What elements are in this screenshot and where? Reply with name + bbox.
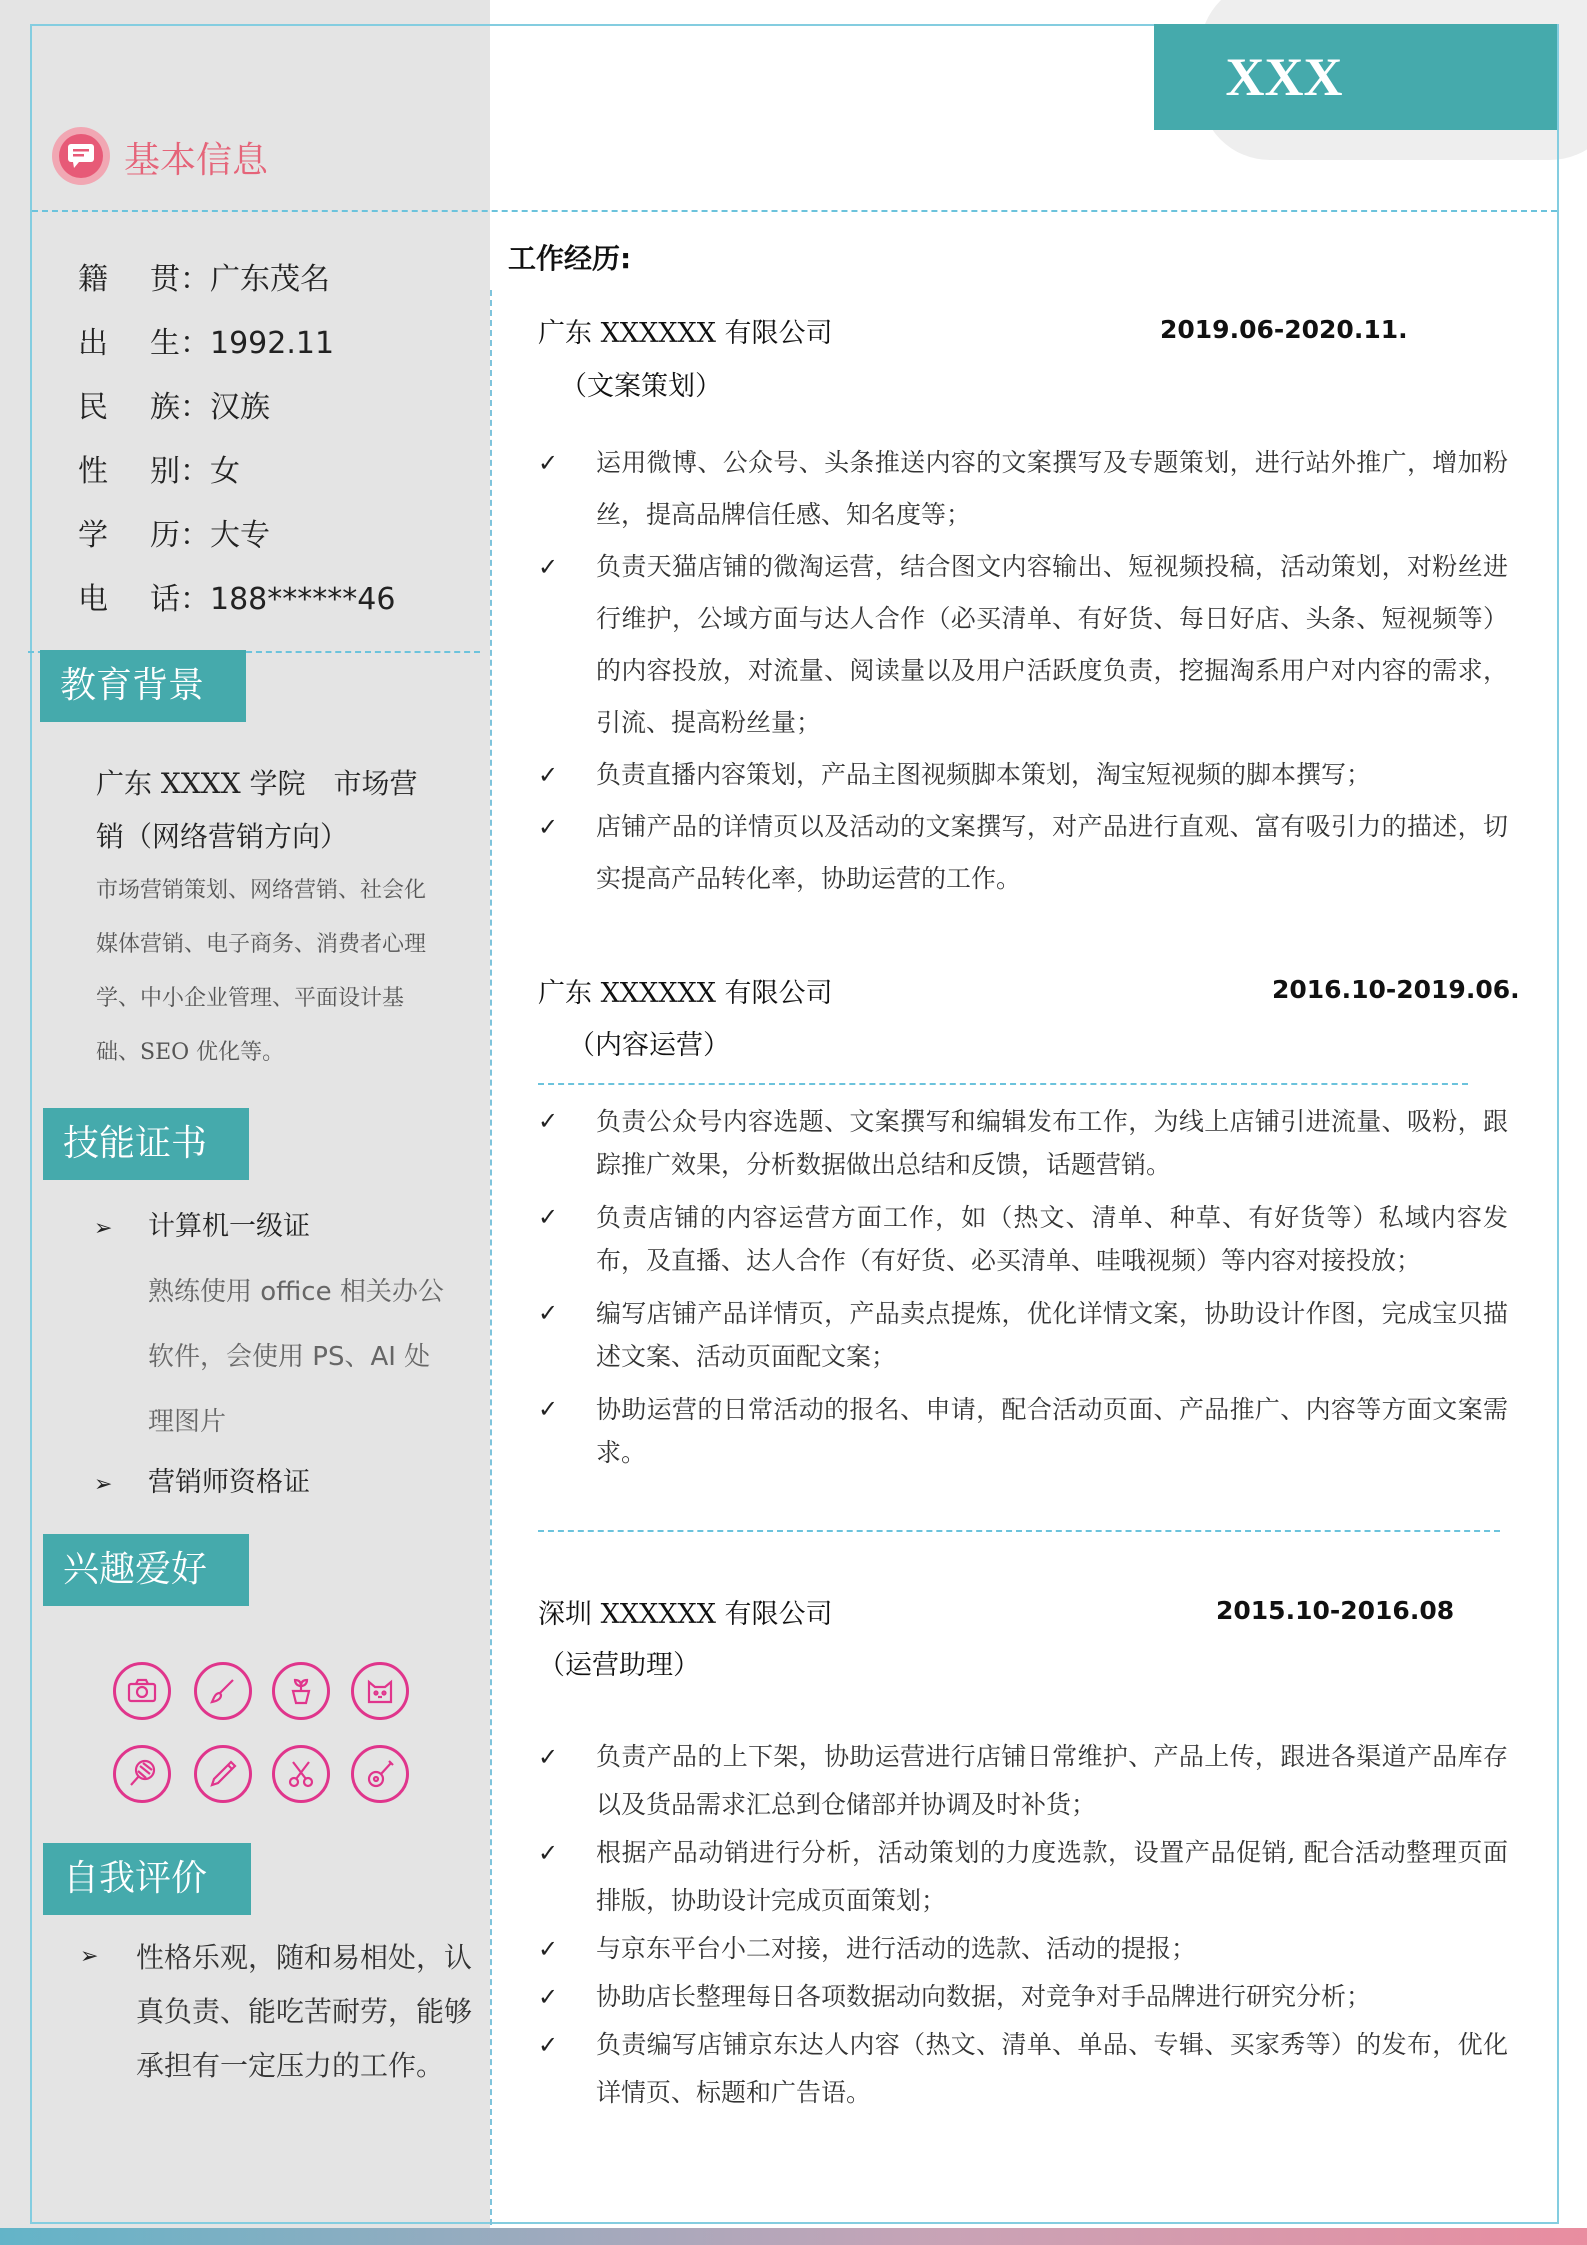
basic-info-title: 基本信息 (124, 140, 269, 181)
self-eval-text: 性格乐观，随和易相处，认真负责、能吃苦耐劳，能够承担有一定压力的工作。 (136, 1941, 473, 2082)
job-role: （内容运营） (568, 1030, 730, 1061)
skills-title: 技能证书 (43, 1108, 249, 1180)
list-item: ✓ 负责产品的上下架，协助运营进行店铺日常维护、产品上传，跟进各渠道产品库存以及货品需求汇总到仓储部并协调及时补货； (538, 1733, 1508, 1829)
check-icon: ✓ (538, 1395, 559, 1423)
job-date: 2019.06-2020.11. (1160, 315, 1408, 344)
check-icon: ✓ (538, 449, 559, 477)
job-role: （文案策划） (560, 371, 722, 402)
list-item: ✓ 负责天猫店铺的微淘运营，结合图文内容输出、短视频投稿，活动策划，对粉丝进行维护，公域方面与达人合作（必买清单、有好货、每日好店、头条、短视频等）的内容投放，对流量、阅读量以及用户活跃度负责，挖掘淘系用户对内容的需求，引流、提高粉丝量； (538, 541, 1508, 749)
job-bullets (538, 1733, 1508, 2117)
list-item: ✓ 负责编写店铺京东达人内容（热文、清单、单品、专辑、买家秀等）的发布，优化详情页、标题和广告语。 (538, 2021, 1508, 2117)
guitar-icon (351, 1745, 409, 1803)
self-eval-title: 自我评价 (43, 1843, 251, 1915)
arrow-bullet-icon: ➢ (94, 1216, 113, 1241)
list-item: ✓ 店铺产品的详情页以及活动的文案撰写，对产品进行直观、富有吸引力的描述，切实提高产品转化率，协助运营的工作。 (538, 801, 1508, 905)
skill-item: ➢ 计算机一级证 (94, 1211, 310, 1242)
list-item: ✓ 负责公众号内容选题、文案撰写和编辑发布工作，为线上店铺引进流量、吸粉，跟踪推广效果，分析数据做出总结和反馈，话题营销。 (538, 1100, 1508, 1186)
candidate-name: XXX (1225, 47, 1343, 107)
check-icon: ✓ (538, 1299, 559, 1327)
list-item: ✓ 负责直播内容策划，产品主图视频脚本策划，淘宝短视频的脚本撰写； (538, 749, 1508, 801)
check-icon: ✓ (538, 1203, 559, 1231)
job-bullets (538, 437, 1508, 905)
check-icon: ✓ (538, 1743, 559, 1771)
check-icon: ✓ (538, 1839, 559, 1867)
arrow-bullet-icon: ➢ (80, 1944, 99, 1969)
job-divider (538, 1530, 1500, 1532)
job-company: 深圳 XXXXXX 有限公司 (538, 1599, 833, 1630)
info-row-birth: 出 生：1992.11 (78, 326, 335, 361)
ping-pong-icon (113, 1745, 171, 1803)
education-courses: 市场营销策划、网络营销、社会化媒体营销、电子商务、消费者心理学、中小企业管理、平面设计基础、SEO 优化等。 (96, 878, 427, 1065)
check-icon: ✓ (538, 1983, 559, 2011)
check-icon: ✓ (538, 761, 559, 789)
work-heading: 工作经历: (508, 242, 632, 275)
check-icon: ✓ (538, 553, 559, 581)
list-item: ✓ 运用微博、公众号、头条推送内容的文案撰写及专题策划，进行站外推广，增加粉丝，提高品牌信任感、知名度等； (538, 437, 1508, 541)
skill-description: 熟练使用 office 相关办公软件，会使用 PS、AI 处理图片 (148, 1277, 444, 1437)
job-bullets (538, 1100, 1508, 1484)
job-date: 2015.10-2016.08 (1216, 1596, 1455, 1625)
list-item: ✓ 根据产品动销进行分析，活动策划的力度选款，设置产品促销, 配合活动整理页面排版，协助设计完成页面策划； (538, 1829, 1508, 1925)
camera-icon (113, 1662, 171, 1720)
list-item: ✓ 编写店铺产品详情页，产品卖点提炼，优化详情文案，协助设计作图，完成宝贝描述文案、活动页面配文案； (538, 1292, 1508, 1378)
cat-icon (351, 1662, 409, 1720)
info-row-hometown: 籍 贯：广东茂名 (78, 262, 330, 297)
job-company: 广东 XXXXXX 有限公司 (538, 318, 833, 349)
brush-icon (194, 1662, 252, 1720)
check-icon: ✓ (538, 813, 559, 841)
check-icon: ✓ (538, 2031, 559, 2059)
arrow-bullet-icon: ➢ (94, 1472, 113, 1497)
info-row-phone: 电 话：188******46 (78, 582, 396, 617)
job-role: （运营助理） (538, 1650, 700, 1681)
check-icon: ✓ (538, 1107, 559, 1135)
job-divider (538, 1083, 1468, 1085)
list-item: ✓ 协助店长整理每日各项数据动向数据，对竞争对手品牌进行研究分析； (538, 1973, 1508, 2021)
info-row-gender: 性 别：女 (78, 454, 240, 489)
hobbies-title: 兴趣爱好 (43, 1534, 249, 1606)
education-school: 广东 XXXX 学院 市场营销（网络营销方向） (96, 767, 418, 853)
list-item: ✓ 与京东平台小二对接，进行活动的选款、活动的提报； (538, 1925, 1508, 1973)
list-item: ✓ 负责店铺的内容运营方面工作，如（热文、清单、种草、有好货等）私域内容发布，及直播、达人合作（有好货、必买清单、哇哦视频）等内容对接投放； (538, 1196, 1508, 1282)
job-date: 2016.10-2019.06. (1272, 975, 1520, 1004)
pen-icon (194, 1745, 252, 1803)
sidebar-divider (490, 290, 492, 2225)
check-icon: ✓ (538, 1935, 559, 1963)
skill-item: ➢ 营销师资格证 (94, 1467, 310, 1498)
scissors-icon (272, 1745, 330, 1803)
plant-pot-icon (272, 1662, 330, 1720)
list-item: ✓ 协助运营的日常活动的报名、申请，配合活动页面、产品推广、内容等方面文案需求。 (538, 1388, 1508, 1474)
chat-bubble-icon (52, 127, 110, 185)
job-company: 广东 XXXXXX 有限公司 (538, 978, 833, 1009)
education-title: 教育背景 (40, 650, 246, 722)
header-divider (32, 210, 1557, 212)
info-row-degree: 学 历：大专 (78, 518, 270, 553)
info-row-ethnicity: 民 族：汉族 (78, 390, 270, 425)
bottom-gradient-bar (0, 2228, 1587, 2245)
